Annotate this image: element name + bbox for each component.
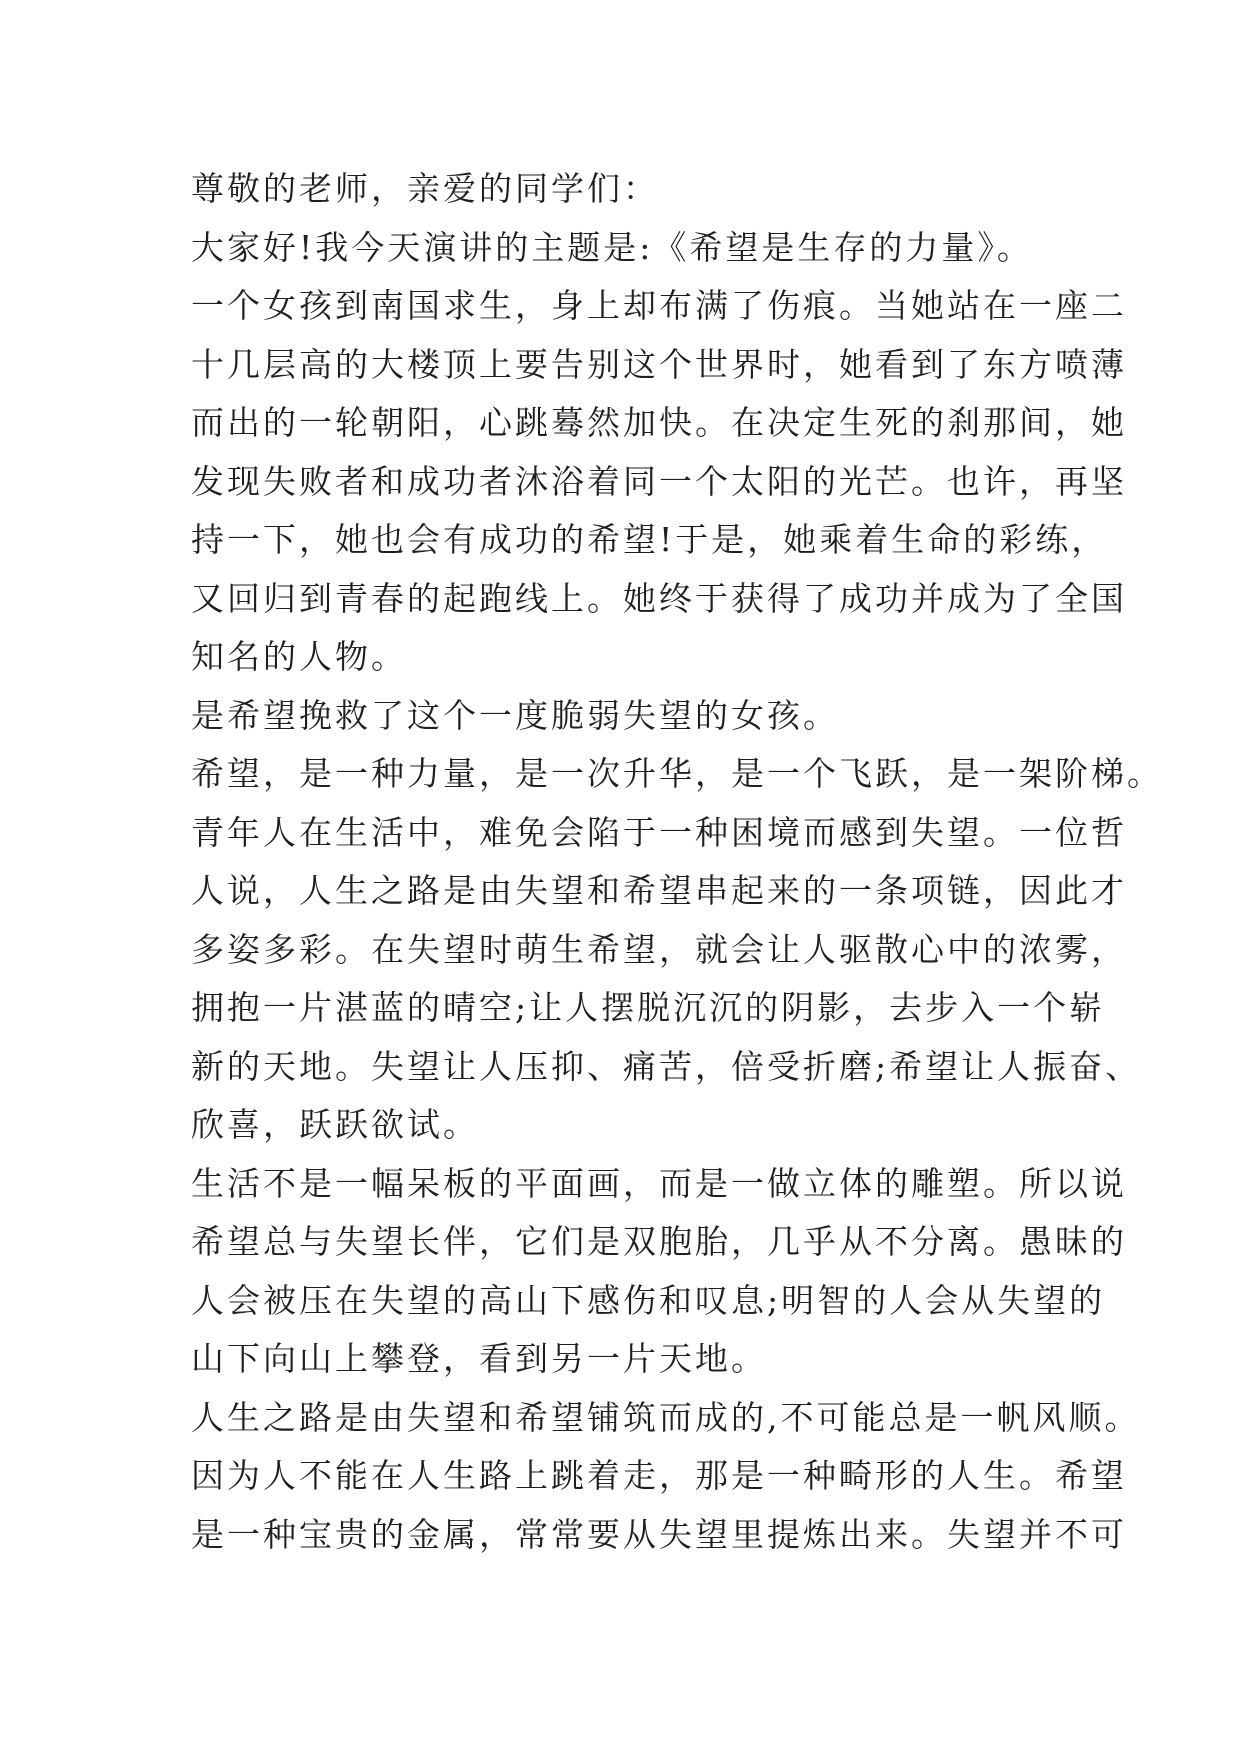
text-line: 持一下，她也会有成功的希望!于是，她乘着生命的彩练， xyxy=(191,520,1108,559)
text-line: 生活不是一幅呆板的平面画，而是一做立体的雕塑。所以说 xyxy=(191,1163,1127,1203)
text-line-topic: 大家好!我今天演讲的主题是:《希望是生存的力量》。 xyxy=(191,227,1033,267)
text-line: 因为人不能在人生路上跳着走，那是一种畸形的人生。希望 xyxy=(191,1456,1127,1495)
text-line: 拥抱一片湛蓝的晴空;让人摆脱沉沉的阴影，去步入一个崭 xyxy=(191,988,1106,1027)
text-line-salutation: 尊敬的老师，亲爱的同学们： xyxy=(191,169,659,208)
text-line: 是一种宝贵的金属，常常要从失望里提炼出来。失望并不可 xyxy=(191,1514,1127,1554)
text-line: 又回归到青春的起跑线上。她终于获得了成功并成为了全国 xyxy=(191,578,1127,618)
text-line: 而出的一轮朝阳，心跳蓦然加快。在决定生死的刹那间，她 xyxy=(191,403,1127,442)
text-line: 青年人在生活中，难免会陷于一种困境而感到失望。一位哲 xyxy=(191,812,1127,852)
text-line: 是希望挽救了这个一度脆弱失望的女孩。 xyxy=(191,695,839,735)
text-line: 人生之路是由失望和希望铺筑而成的,不可能总是一帆风顺。 xyxy=(191,1397,1141,1437)
text-line: 一个女孩到南国求生，身上却布满了伤痕。当她站在一座二 xyxy=(191,286,1127,325)
speech-text xyxy=(191,160,1163,1564)
text-line: 欣喜，跃跃欲试。 xyxy=(191,1105,479,1144)
text-line: 多姿多彩。在失望时萌生希望，就会让人驱散心中的浓雾， xyxy=(191,929,1127,969)
text-line: 人会被压在失望的高山下感伤和叹息;明智的人会从失望的 xyxy=(191,1280,1106,1320)
text-line: 知名的人物。 xyxy=(191,637,407,676)
text-line: 新的天地。失望让人压抑、痛苦，倍受折磨;希望让人振奋、 xyxy=(191,1046,1142,1086)
text-line: 发现失败者和成功者沐浴着同一个太阳的光芒。也许，再坚 xyxy=(191,461,1127,501)
text-line: 希望，是一种力量，是一次升华，是一个飞跃，是一架阶梯。 xyxy=(191,754,1163,793)
text-line: 山下向山上攀登，看到另一片天地。 xyxy=(191,1339,767,1378)
text-line: 希望总与失望长伴，它们是双胞胎，几乎从不分离。愚昧的 xyxy=(191,1222,1127,1261)
text-line: 十几层高的大楼顶上要告别这个世界时，她看到了东方喷薄 xyxy=(191,344,1127,384)
text-line: 人说，人生之路是由失望和希望串起来的一条项链，因此才 xyxy=(191,871,1127,910)
